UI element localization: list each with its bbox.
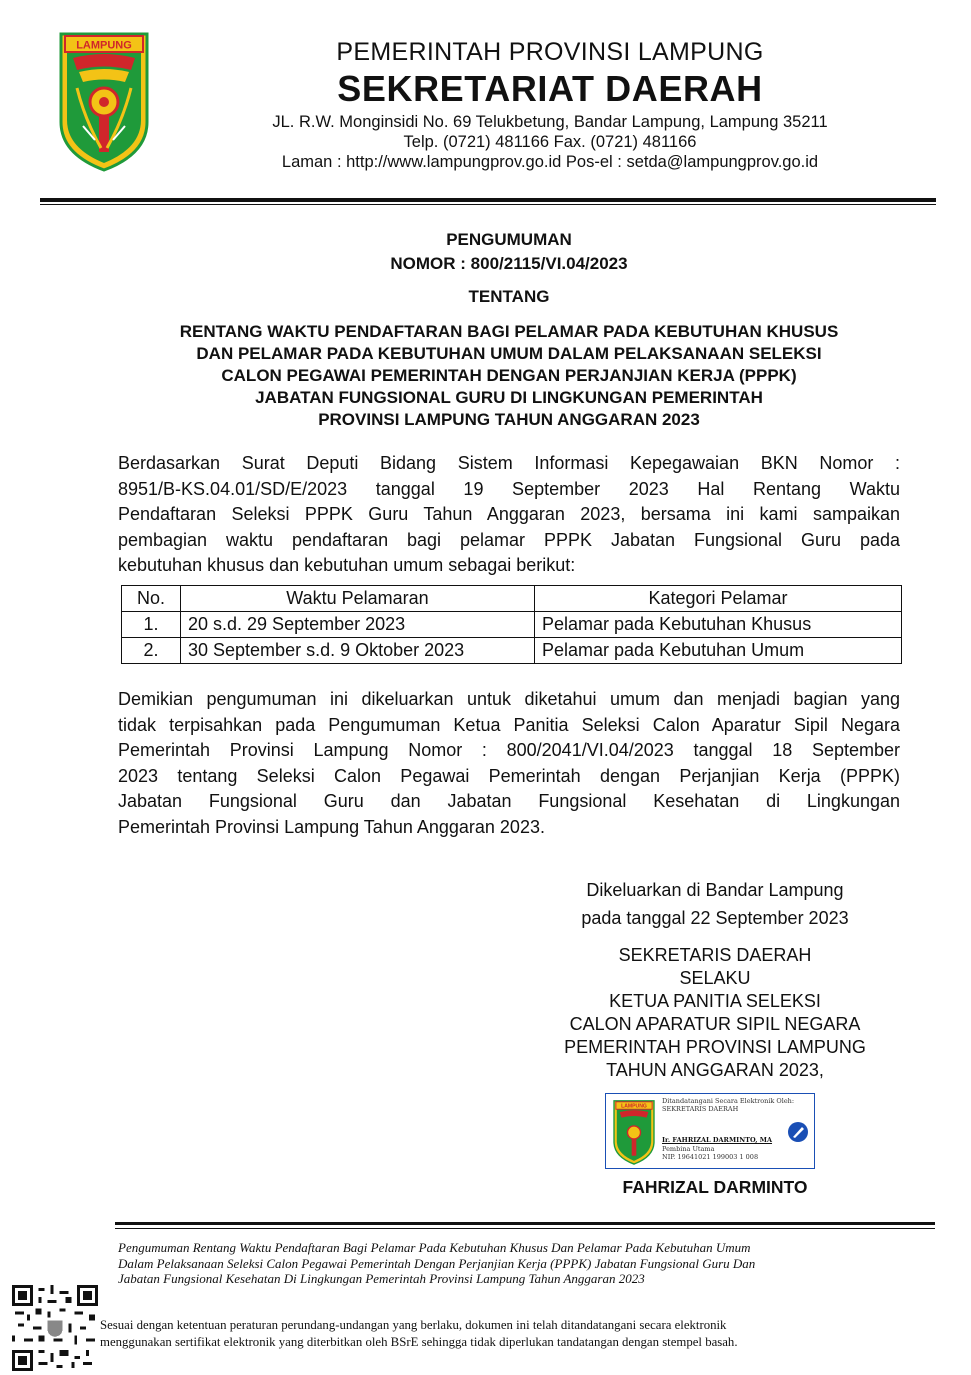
footer-note-line: Dalam Pelaksanaan Seleksi Calon Pegawai Pemerintah Dengan Perjanjian Kerja (PPPK) Jabatan Fungsional Guru Dan <box>118 1255 756 1271</box>
office-name: SEKRETARIAT DAERAH <box>337 68 763 109</box>
footer-note-line: Jabatan Fungsional Kesehatan Di Lingkungan Pemerintah Provinsi Lampung Tahun Anggaran 2023 <box>118 1271 645 1287</box>
announcement-heading: PENGUMUMAN <box>446 230 572 249</box>
issue-date: pada tanggal 22 September 2023 <box>581 908 849 928</box>
stamp-line: Ditandatangani Secara Elektronik Oleh: <box>662 1097 795 1105</box>
signer-name: FAHRIZAL DARMINTO <box>622 1177 808 1197</box>
bsre-line: menggunakan sertifikat elektronik yang diterbitkan oleh BSrE sehingga tidak diperlukan tandatangan dengan stempel basah. <box>100 1334 738 1349</box>
signer-title <box>530 944 900 1082</box>
table-row <box>122 612 902 638</box>
footer-divider <box>115 1222 935 1225</box>
header-no: No. <box>122 586 181 612</box>
stamp-header <box>662 1097 794 1113</box>
stamp-nip: NIP. 19641021 199003 1 008 <box>662 1153 759 1161</box>
paragraph-line: Pemerintah Provinsi Lampung Nomor : 800/2041/VI.04/2023 tanggal 18 September <box>118 740 900 760</box>
footer-divider-thin <box>115 1228 935 1229</box>
government-name: PEMERINTAH PROVINSI LAMPUNG <box>336 38 764 66</box>
title-line: SEKRETARIS DAERAH <box>618 945 812 965</box>
table-row <box>122 638 902 664</box>
title-line: TAHUN ANGGARAN 2023, <box>606 1060 824 1080</box>
lampung-emblem-icon <box>55 30 153 172</box>
paragraph-line: Jabatan Fungsional Guru dan Jabatan Fungsional Kesehatan di Lingkungan <box>118 791 900 811</box>
cell-kategori: Pelamar pada Kebutuhan Umum <box>535 638 902 664</box>
electronic-signature-stamp <box>605 1093 815 1169</box>
paragraph-line: 8951/B-KS.04.01/SD/E/2023 tanggal 19 September 2023 Hal Rentang Waktu <box>118 478 900 499</box>
footer-note <box>118 1240 908 1287</box>
stamp-details <box>662 1145 758 1161</box>
announcement-number: NOMOR : 800/2115/VI.04/2023 <box>390 254 628 273</box>
subject-line: PROVINSI LAMPUNG TAHUN ANGGARAN 2023 <box>318 410 700 429</box>
paragraph-line: Demikian pengumuman ini dikeluarkan untuk diketahui umum dan menjadi bagian yang <box>118 689 900 709</box>
stamp-rank: Pembina Utama <box>662 1145 715 1153</box>
schedule-table <box>121 585 902 664</box>
qr-code-icon <box>12 1285 98 1371</box>
svg-text:LAMPUNG: LAMPUNG <box>621 1103 647 1110</box>
paragraph-line: Pemerintah Provinsi Lampung Tahun Anggaran 2023. <box>118 816 545 837</box>
subject-line: DAN PELAMAR PADA KEBUTUHAN UMUM DALAM PELAKSANAAN SELEKSI <box>196 344 822 363</box>
stamp-signer-name: Ir. FAHRIZAL DARMINTO, MA <box>662 1136 773 1144</box>
footer-note-line: Pengumuman Rentang Waktu Pendaftaran Bagi Pelamar Pada Kebutuhan Khusus Dan Pelamar Pada Kebutuhan Umum <box>118 1240 751 1255</box>
cell-kategori: Pelamar pada Kebutuhan Khusus <box>535 612 902 638</box>
subject-line: CALON PEGAWAI PEMERINTAH DENGAN PERJANJIAN KERJA (PPPK) <box>221 366 797 385</box>
bsre-disclaimer <box>100 1317 960 1350</box>
paragraph-line: kebutuhan khusus dan kebutuhan umum sebagai berikut: <box>118 555 576 575</box>
paragraph-line: 2023 tentang Seleksi Calon Pegawai Pemerintah dengan Perjanjian Kerja (PPPK) <box>118 765 900 786</box>
address-line: JL. R.W. Monginsidi No. 69 Telukbetung, Bandar Lampung, Lampung 35211 <box>272 113 828 131</box>
header-waktu: Waktu Pelamaran <box>181 586 535 612</box>
web-line: Laman : http://www.lampungprov.go.id Pos-el : setda@lampungprov.go.id <box>281 153 819 171</box>
subject-line: RENTANG WAKTU PENDAFTARAN BAGI PELAMAR PADA KEBUTUHAN KHUSUS <box>179 322 839 341</box>
bsre-line: Sesuai dengan ketentuan peraturan perundang-undangan yang berlaku, dokumen ini telah ditandatangani secara elektronik <box>100 1318 727 1332</box>
letterhead-divider <box>40 198 936 202</box>
phone-line: Telp. (0721) 481166 Fax. (0721) 481166 <box>403 133 697 151</box>
svg-text:LAMPUNG: LAMPUNG <box>76 39 132 52</box>
paragraph-line: tidak terpisahkan pada Pengumuman Ketua Panitia Seleksi Calon Aparatur Sipil Negara <box>118 714 900 735</box>
contact-block <box>230 112 870 172</box>
issue-place: Dikeluarkan di Bandar Lampung <box>586 880 844 900</box>
bsre-pen-icon <box>787 1121 809 1143</box>
cell-no: 1. <box>122 612 181 638</box>
header-kategori: Kategori Pelamar <box>535 586 902 612</box>
title-line: SELAKU <box>679 968 751 988</box>
stamp-line: SEKRETARIS DAERAH <box>662 1105 739 1113</box>
paragraph-line: Pendaftaran Seleksi PPPK Guru Tahun Anggaran 2023, bersama ini kami sampaikan <box>118 504 900 524</box>
cell-no: 2. <box>122 638 181 664</box>
title-line: CALON APARATUR SIPIL NEGARA <box>569 1014 861 1034</box>
title-line: PEMERINTAH PROVINSI LAMPUNG <box>564 1037 866 1057</box>
letterhead-divider-thin <box>40 204 936 205</box>
announcement-subject <box>118 321 900 431</box>
table-header-row <box>122 586 902 612</box>
cell-waktu: 20 s.d. 29 September 2023 <box>181 612 535 638</box>
subject-line: JABATAN FUNGSIONAL GURU DI LINGKUNGAN PEMERINTAH <box>255 388 763 407</box>
cell-waktu: 30 September s.d. 9 Oktober 2023 <box>181 638 535 664</box>
closing-paragraph <box>118 687 900 840</box>
paragraph-line: pembagian waktu pendaftaran bagi pelamar PPPK Jabatan Fungsional Guru pada <box>118 529 900 550</box>
about-label: TENTANG <box>468 287 550 306</box>
intro-paragraph <box>118 451 900 579</box>
title-line: KETUA PANITIA SELEKSI <box>609 991 821 1011</box>
paragraph-line: Berdasarkan Surat Deputi Bidang Sistem Informasi Kepegawaian BKN Nomor : <box>118 453 900 473</box>
lampung-emblem-icon <box>611 1099 657 1165</box>
